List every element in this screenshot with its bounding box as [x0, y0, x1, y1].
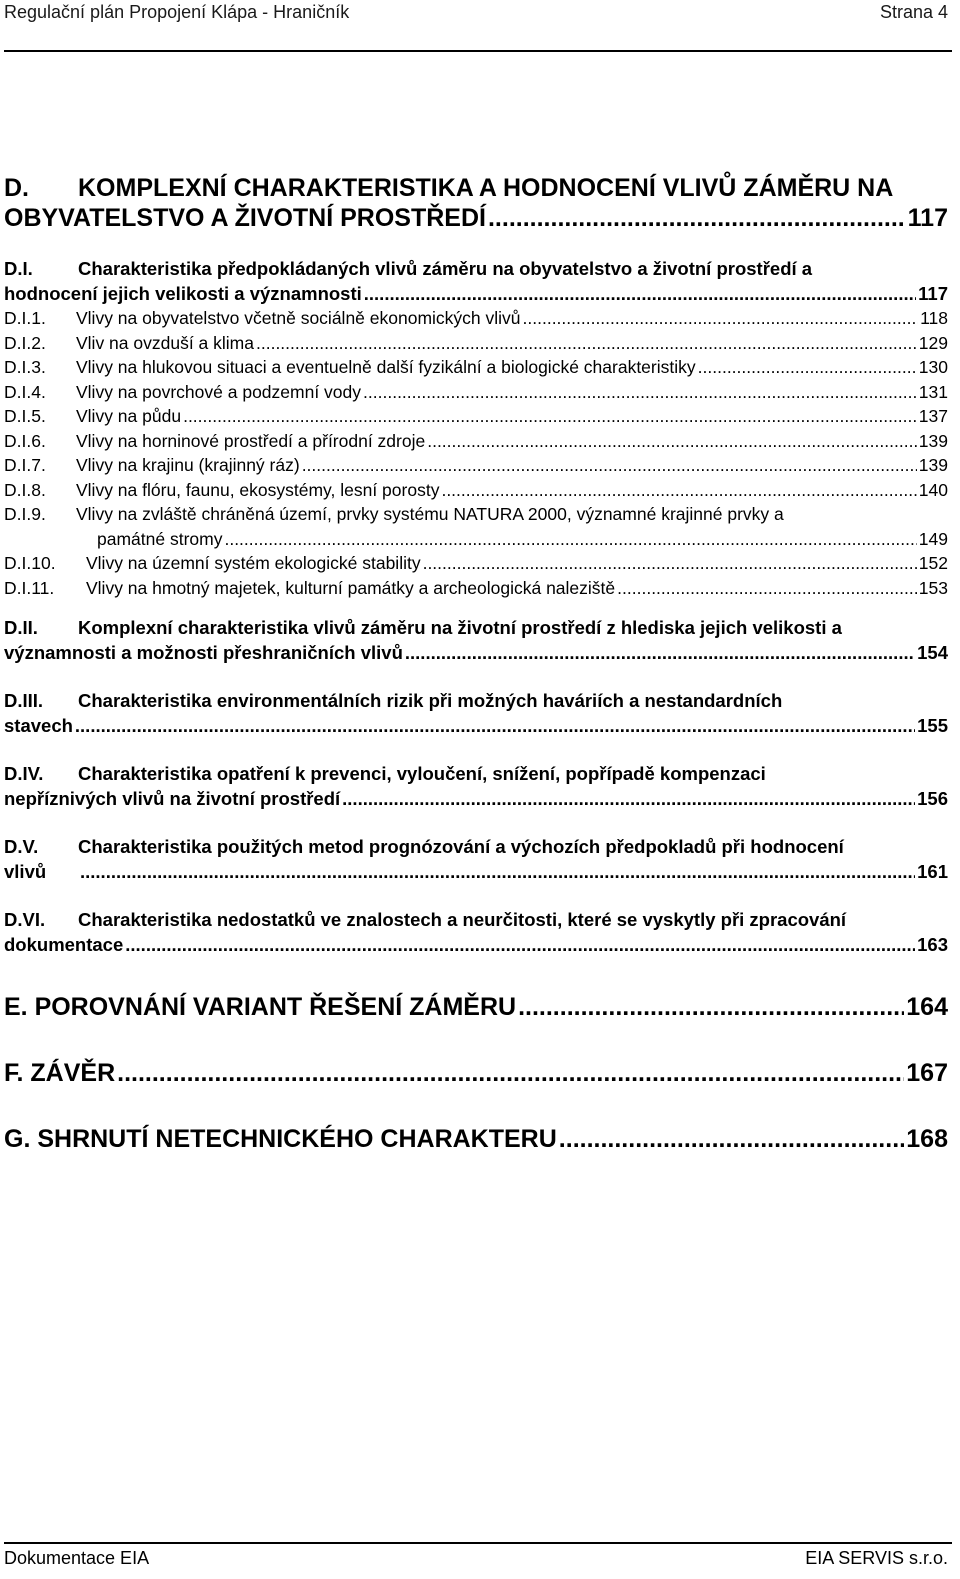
toc-entry-diii[interactable] — [4, 689, 948, 738]
toc-leader — [342, 787, 915, 812]
document-title: Regulační plán Propojení Klápa - Hraničník — [4, 2, 350, 22]
toc-item[interactable] — [4, 404, 948, 429]
toc-leader — [183, 404, 917, 429]
toc-title: Vlivy na obyvatelstvo včetně sociálně ekonomických vlivů — [76, 308, 521, 328]
toc-item[interactable] — [4, 306, 948, 331]
page-number: Strana 4 — [879, 2, 948, 22]
footer-right: EIA SERVIS s.r.o. — [805, 1548, 948, 1568]
toc-title: Charakteristika environmentálních rizik při možných haváriích a nestandardních — [78, 690, 783, 711]
toc-page: 139 — [918, 455, 948, 475]
toc-page: 118 — [920, 308, 948, 328]
toc-number: D.I.6. — [4, 430, 46, 451]
toc-entry-dvi[interactable] — [4, 908, 948, 957]
toc-leader — [363, 380, 917, 405]
toc-leader — [224, 527, 916, 552]
toc-page: 164 — [906, 993, 948, 1021]
header-rule — [4, 50, 952, 52]
toc-page: 163 — [917, 933, 948, 955]
toc-item[interactable] — [4, 453, 948, 478]
toc-item[interactable] — [4, 576, 948, 601]
toc-number: D.III. — [4, 690, 44, 711]
toc-number: D.I. — [4, 258, 33, 279]
toc-entry-div[interactable] — [4, 762, 948, 811]
toc-number: D.II. — [4, 617, 38, 638]
toc-leader — [617, 576, 917, 601]
toc-title: Charakteristika použitých metod prognózování a výchozích předpokladů při hodnocení — [78, 836, 844, 857]
toc-title-cont: památné stromy — [97, 528, 223, 549]
toc-leader — [256, 331, 917, 356]
toc-page: 152 — [918, 553, 948, 573]
toc-leader — [518, 992, 904, 1022]
toc-entry-g[interactable] — [4, 1124, 948, 1154]
toc-item-di9[interactable] — [4, 502, 948, 551]
toc-entry-d[interactable] — [4, 173, 948, 233]
toc-title: Charakteristika nedostatků ve znalostech a neurčitosti, které se vyskytly při zpracování — [78, 909, 847, 930]
toc-number: D.V. — [4, 836, 39, 857]
toc-item[interactable] — [4, 478, 948, 503]
toc-number: D.I.8. — [4, 479, 46, 500]
toc-title: Vlivy na horninové prostředí a přírodní zdroje — [76, 430, 426, 451]
toc-di-list — [4, 306, 948, 600]
footer-left: Dokumentace EIA — [4, 1548, 150, 1568]
toc-number: D.I.1. — [4, 308, 46, 328]
toc-leader — [302, 453, 917, 478]
toc-page: 153 — [918, 577, 948, 598]
toc-leader — [427, 429, 917, 454]
toc-page: 155 — [917, 714, 948, 736]
toc-title-cont: dokumentace — [4, 933, 124, 955]
toc-title: Vlivy na zvláště chráněná území, prvky systému NATURA 2000, významné krajinné prvky a — [76, 504, 784, 524]
toc-title-cont: hodnocení jejich velikosti a významnosti — [4, 282, 362, 304]
toc-title: Vliv na ovzduší a klima — [76, 332, 254, 353]
toc-page: 161 — [917, 860, 948, 882]
toc-title: Charakteristika předpokládaných vlivů záměru na obyvatelstvo a životní prostředí a — [78, 258, 813, 279]
toc-page: 137 — [918, 406, 948, 426]
page-header — [4, 0, 948, 28]
footer-rule — [4, 1542, 952, 1544]
toc-page: 139 — [918, 430, 948, 451]
toc-item[interactable] — [4, 355, 948, 380]
toc-leader — [559, 1124, 904, 1154]
toc-title-cont: OBYVATELSTVO A ŽIVOTNÍ PROSTŘEDÍ — [4, 204, 486, 232]
toc-title: Vlivy na hmotný majetek, kulturní památky a archeologická naleziště — [86, 577, 616, 598]
toc-page: 156 — [917, 787, 948, 809]
toc-number: D. — [4, 174, 29, 202]
toc-leader — [523, 306, 919, 331]
toc-leader — [75, 714, 915, 739]
toc-entry-di[interactable] — [4, 257, 948, 306]
toc-title-cont: nepříznivých vlivů na životní prostředí — [4, 787, 341, 809]
toc-title: Vlivy na krajinu (krajinný ráz) — [76, 455, 300, 475]
toc-entry-e[interactable] — [4, 992, 948, 1022]
toc-page: 140 — [918, 479, 948, 500]
toc-page: 149 — [918, 528, 948, 549]
toc-number: D.I.9. — [4, 504, 46, 524]
toc-leader — [117, 1058, 904, 1088]
toc-title: KOMPLEXNÍ CHARAKTERISTIKA A HODNOCENÍ VLIVŮ ZÁMĚRU NA — [78, 174, 894, 202]
toc-title: Vlivy na hlukovou situaci a eventuelně další fyzikální a biologické charakteristiky — [76, 357, 696, 377]
toc-title: Komplexní charakteristika vlivů záměru na životní prostředí z hlediska jejich velikosti a — [78, 617, 842, 638]
toc-page: 117 — [918, 282, 948, 304]
toc-number: D.IV. — [4, 763, 44, 784]
toc-leader — [364, 282, 916, 307]
toc-title: Charakteristika opatření k prevenci, vyloučení, snížení, popřípadě kompenzaci — [78, 763, 766, 784]
toc-title: E. POROVNÁNÍ VARIANT ŘEŠENÍ ZÁMĚRU — [4, 993, 517, 1021]
toc-page: 129 — [918, 332, 948, 353]
toc-leader — [698, 355, 917, 380]
toc-entry-dii[interactable] — [4, 616, 948, 665]
toc-leader — [405, 641, 915, 666]
toc-entry-f[interactable] — [4, 1058, 948, 1088]
toc-number: D.I.5. — [4, 406, 46, 426]
toc-leader — [441, 478, 916, 503]
toc-title: Vlivy na flóru, faunu, ekosystémy, lesní porosty — [76, 479, 440, 500]
toc-item[interactable] — [4, 551, 948, 576]
toc-entry-dv[interactable] — [4, 835, 948, 884]
toc-item[interactable] — [4, 429, 948, 454]
toc-title: Vlivy na povrchové a podzemní vody — [76, 381, 362, 402]
page-footer — [4, 1546, 948, 1576]
toc-item[interactable] — [4, 380, 948, 405]
toc-number: D.I.2. — [4, 332, 46, 353]
toc-title: F. ZÁVĚR — [4, 1059, 116, 1087]
toc-title: Vlivy na územní systém ekologické stability — [86, 553, 421, 573]
toc-number: D.I.10. — [4, 553, 56, 573]
toc-page: 167 — [906, 1059, 948, 1087]
toc-page: 130 — [918, 357, 948, 377]
toc-page: 168 — [906, 1125, 948, 1153]
toc-item[interactable] — [4, 331, 948, 356]
toc-leader — [125, 933, 915, 958]
toc-leader — [488, 203, 906, 233]
toc-page: 117 — [907, 204, 948, 232]
toc-leader — [423, 551, 917, 576]
toc-number: D.I.4. — [4, 381, 46, 402]
toc-number: D.I.11. — [4, 577, 55, 598]
toc-number: D.I.3. — [4, 357, 46, 377]
toc-title-cont: vlivů — [4, 860, 47, 882]
toc-title-cont: významnosti a možnosti přeshraničních vlivů — [4, 641, 403, 663]
toc-title: Vlivy na půdu — [76, 406, 182, 426]
toc-number: D.I.7. — [4, 455, 46, 475]
toc-number: D.VI. — [4, 909, 46, 930]
toc-page: 154 — [917, 641, 948, 663]
toc-title: G. SHRNUTÍ NETECHNICKÉHO CHARAKTERU — [4, 1125, 557, 1153]
toc-leader — [80, 860, 915, 885]
toc-title-cont: stavech — [4, 714, 73, 736]
toc-page: 131 — [918, 381, 948, 402]
